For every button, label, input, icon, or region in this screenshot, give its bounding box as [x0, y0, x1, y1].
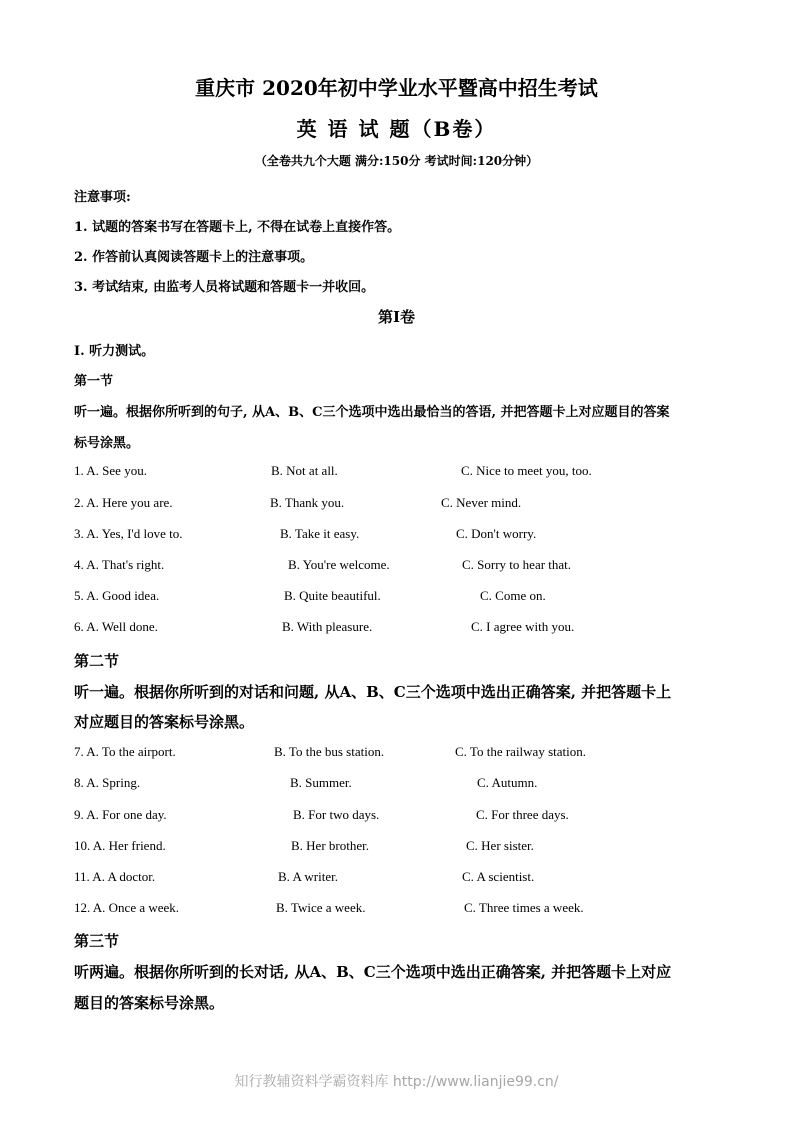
option-a: 7. A. To the airport. — [74, 744, 176, 759]
option-b: B. Twice a week. — [276, 900, 366, 915]
note-item: 2. 作答前认真阅读答题卡上的注意事项。 — [74, 250, 314, 265]
notes-heading: 注意事项: — [74, 190, 131, 205]
option-a: 12. A. Once a week. — [74, 900, 180, 915]
option-b: B. For two days. — [293, 807, 380, 822]
watermark-footer: 知行教辅资料学霸资料库 http://www.lianjie99.cn/ — [234, 1074, 559, 1090]
section-instruction: 听两遍。根据你所听到的长对话, 从A、B、C三个选项中选出正确答案, 并把答题卡上对应 — [74, 963, 672, 981]
option-a: 2. A. Here you are. — [74, 495, 173, 510]
section-title: 第一节 — [74, 374, 114, 389]
note-item: 1. 试题的答案书写在答题卡上, 不得在试卷上直接作答。 — [74, 220, 401, 235]
section-instruction: 听一遍。根据你所听到的句子, 从A、B、C三个选项中选出最恰当的答语, 并把答题卡上对应题目的答案 — [74, 405, 670, 420]
option-b: B. Summer. — [290, 775, 352, 790]
option-a: 4. A. That's right. — [74, 557, 165, 572]
section-title: 第二节 — [74, 652, 120, 670]
option-c: C. Come on. — [480, 588, 546, 603]
part-title: I. 听力测试。 — [74, 344, 155, 359]
option-c: C. Nice to meet you, too. — [461, 463, 592, 478]
option-b: B. Quite beautiful. — [284, 588, 381, 603]
option-b: B. With pleasure. — [282, 619, 373, 634]
option-c: C. I agree with you. — [471, 619, 575, 634]
option-a: 8. A. Spring. — [74, 775, 141, 790]
option-a: 5. A. Good idea. — [74, 588, 160, 603]
option-a: 3. A. Yes, I'd love to. — [74, 526, 183, 541]
section-instruction: 听一遍。根据你所听到的对话和问题, 从A、B、C三个选项中选出正确答案, 并把答题卡上 — [74, 683, 672, 701]
option-a: 1. A. See you. — [74, 463, 147, 478]
section-instruction: 题目的答案标号涂黑。 — [74, 994, 225, 1012]
exam-subtitle: 英 语 试 题（B卷） — [296, 117, 497, 141]
option-a: 9. A. For one day. — [74, 807, 167, 822]
option-c: C. Never mind. — [441, 495, 522, 510]
option-b: B. Not at all. — [271, 463, 338, 478]
option-b: B. Take it easy. — [280, 526, 360, 541]
volume-title: 第Ⅰ卷 — [377, 308, 416, 326]
option-c: C. Don't worry. — [456, 526, 537, 541]
note-item: 3. 考试结束, 由监考人员将试题和答题卡一并收回。 — [74, 280, 375, 295]
option-a: 11. A. A doctor. — [74, 869, 156, 884]
option-b: B. A writer. — [278, 869, 338, 884]
section-instruction: 对应题目的答案标号涂黑。 — [74, 713, 255, 731]
option-a: 10. A. Her friend. — [74, 838, 166, 853]
option-a: 6. A. Well done. — [74, 619, 158, 634]
option-c: C. Her sister. — [466, 838, 534, 853]
option-b: B. To the bus station. — [274, 744, 385, 759]
option-b: B. Thank you. — [270, 495, 345, 510]
option-c: C. For three days. — [476, 807, 569, 822]
section-title: 第三节 — [74, 932, 120, 950]
option-c: C. A scientist. — [462, 869, 535, 884]
exam-info: （全卷共九个大题 满分:150分 考试时间:120分钟） — [254, 154, 539, 168]
option-b: B. You're welcome. — [288, 557, 390, 572]
option-c: C. Sorry to hear that. — [462, 557, 572, 572]
section-instruction: 标号涂黑。 — [74, 436, 140, 451]
option-b: B. Her brother. — [291, 838, 369, 853]
option-c: C. Three times a week. — [464, 900, 584, 915]
option-c: C. To the railway station. — [455, 744, 586, 759]
option-c: C. Autumn. — [477, 775, 538, 790]
exam-title: 重庆市 2020年初中学业水平暨高中招生考试 — [195, 76, 598, 100]
